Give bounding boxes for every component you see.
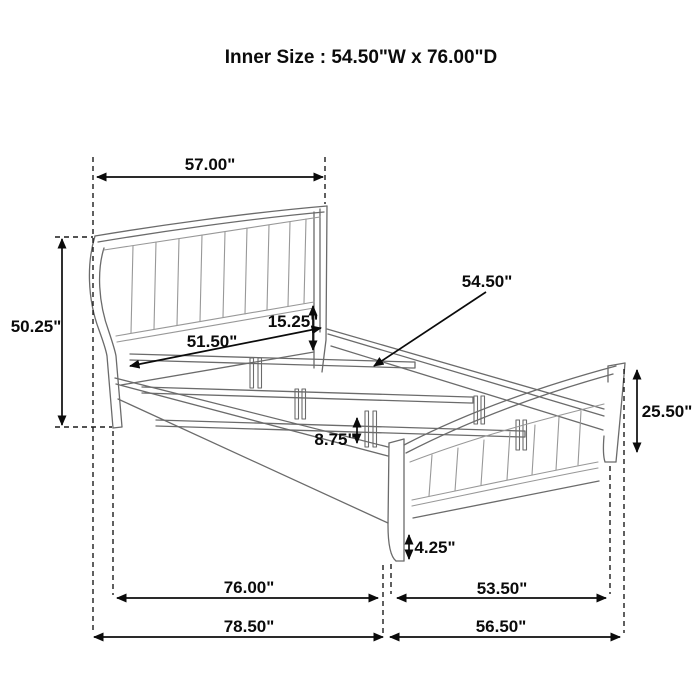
dim-label-overall-length: 78.50" <box>223 617 275 636</box>
dim-label-footboard-height: 25.50" <box>641 402 693 421</box>
dim-label-slat-width: 54.50" <box>461 272 513 291</box>
dim-label-headboard-width: 57.00" <box>184 155 236 174</box>
dim-label-footboard-width: 56.50" <box>475 617 527 636</box>
dim-label-support-height: 8.75" <box>314 430 356 449</box>
dim-label-headboard-height: 50.25" <box>10 317 62 336</box>
bed-drawing <box>89 206 625 561</box>
arrow-slat-width <box>374 292 486 366</box>
dim-label-footboard-inner: 53.50" <box>476 579 528 598</box>
diagram-title: Inner Size : 54.50"W x 76.00"D <box>224 47 498 68</box>
dim-label-leg-height: 4.25" <box>414 538 456 557</box>
dimension-arrows <box>62 177 637 637</box>
footboard <box>388 363 625 561</box>
dim-label-rail-length: 76.00" <box>223 578 275 597</box>
dim-label-panel-height: 15.25" <box>267 312 319 331</box>
footboard-panel <box>410 404 604 506</box>
dim-label-inner-width: 51.50" <box>186 332 238 351</box>
